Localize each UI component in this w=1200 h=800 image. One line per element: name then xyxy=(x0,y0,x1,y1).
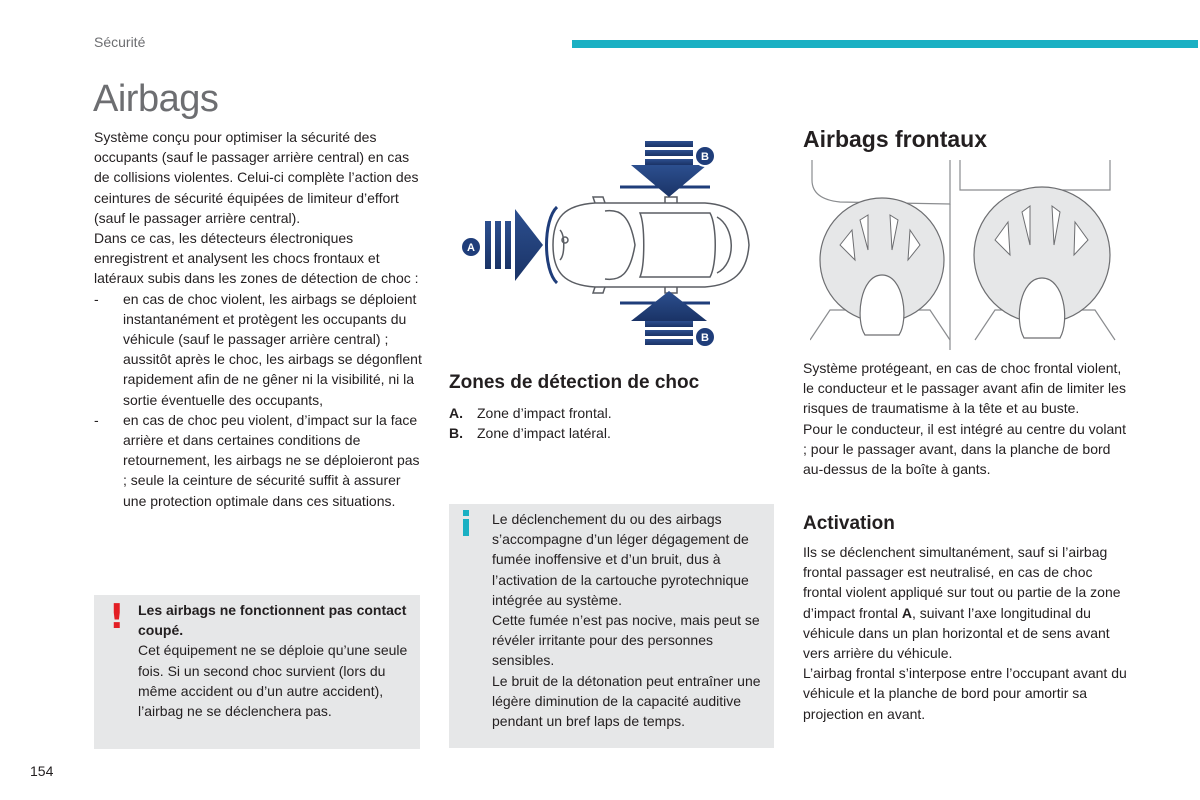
warning-box xyxy=(94,595,420,749)
front-impact-arrow xyxy=(485,209,543,281)
activation-paragraph-2: L’airbag frontal s’interpose entre l’occupant avant du véhicule et la planche de bord pour amortir sa projection en avant. xyxy=(803,665,1127,722)
driver-airbag-icon xyxy=(820,198,944,335)
info-paragraph-2: Cette fumée n’est pas nocive, mais peut se révéler irritante pour des personnes sensibles. xyxy=(492,612,760,669)
label-b-bottom-badge xyxy=(695,327,715,347)
list-item xyxy=(94,289,422,410)
zone-text: Zone d’impact frontal. xyxy=(477,405,612,421)
frontal-paragraph-2: Pour le conducteur, il est intégré au centre du volant ; pour le passager avant, dans la planche de bord au-dessus de la boîte à gants. xyxy=(803,420,1126,478)
list-item xyxy=(449,403,612,423)
exclamation-icon: ! xyxy=(109,597,125,637)
car-top-view-icon xyxy=(553,197,749,293)
side-impact-arrow-top xyxy=(631,141,707,197)
activation-text-part: Ils se déclenchent simultanément, sauf si l’airbag frontal passager est neutralisé, en cas de choc frontal violent appliqué sur tout ou partie de la zone d’impact frontal xyxy=(803,544,1121,621)
label-a-badge xyxy=(461,237,481,257)
page-number: 154 xyxy=(30,763,54,779)
label-b-top: B xyxy=(701,151,709,163)
info-icon xyxy=(463,510,469,536)
activation-zone-ref: A xyxy=(901,604,912,621)
intro-text xyxy=(94,127,422,511)
warning-text xyxy=(138,600,412,721)
list-item xyxy=(94,410,422,511)
zone-key: B. xyxy=(449,425,463,442)
info-text xyxy=(492,509,774,731)
frontal-text xyxy=(803,358,1133,479)
intro-paragraph-2: Dans ce cas, les détecteurs électroniques enregistrent et analysent les chocs frontaux et latéraux subis dans les zones de détection de choc : xyxy=(94,230,419,287)
activation-text xyxy=(803,542,1133,724)
info-box xyxy=(449,504,774,748)
frontal-paragraph-1: Système protégeant, en cas de choc frontal violent, le conducteur et le passager avant afin de limiter les risques de traumatisme à la tête et au buste. xyxy=(803,360,1126,417)
frontal-title: Airbags frontaux xyxy=(803,126,988,152)
section-label: Sécurité xyxy=(94,34,146,50)
passenger-airbag-icon xyxy=(974,187,1110,338)
activation-text-part: , suivant l’axe longitudinal du véhicule dans un plan horizontal et de sens avant vers arrière du véhicule. xyxy=(803,604,1110,662)
label-b-top-badge xyxy=(695,146,715,166)
bullet-text: en cas de choc violent, les airbags se déploient instantanément et protègent les occupants du véhicule (sauf le passager arrière central) ; aussitôt après le choc, les airbags se dégonflent rapidement afin de ne gêner ni la visibilité, ni la sortie éventuelle des occupants, xyxy=(123,290,422,408)
impact-zones-diagram xyxy=(455,135,775,355)
frontal-airbags-illustration xyxy=(810,160,1130,350)
label-a: A xyxy=(467,242,475,254)
label-b-bottom: B xyxy=(701,332,709,344)
activation-title: Activation xyxy=(803,513,895,534)
info-paragraph-1: Le déclenchement du ou des airbags s’accompagne d’un léger dégagement de fumée inoffensive et d’un bruit, dus à l’activation de la cartouche pyrotechnique intégrée au système. xyxy=(492,511,749,608)
page-title: Airbags xyxy=(93,78,219,120)
bullet-dash: - xyxy=(94,411,99,428)
zone-key: A. xyxy=(449,405,463,421)
header-accent-bar xyxy=(572,40,1198,48)
zone-text: Zone d’impact latéral. xyxy=(477,425,611,442)
zones-list xyxy=(449,403,612,443)
zones-title: Zones de détection de choc xyxy=(449,372,700,393)
bullet-text: en cas de choc peu violent, d’impact sur la face arrière et dans certaines conditions de retournement, les airbags ne se déploieront pas ; seule la ceinture de sécurité suffit à assurer une protection optimale dans ces situations. xyxy=(123,411,420,509)
bullet-dash: - xyxy=(94,290,99,307)
list-item xyxy=(449,423,612,443)
activation-paragraph-1 xyxy=(803,542,1133,663)
info-paragraph-3: Le bruit de la détonation peut entraîner une légère diminution de la capacité auditive pendant un bref laps de temps. xyxy=(492,672,761,730)
intro-paragraph-1: Système conçu pour optimiser la sécurité des occupants (sauf le passager arrière central) en cas de collisions violentes. Celui-ci complète l’action des ceintures de sécurité équipées de limiteur d’effort (sauf le passager arrière central). xyxy=(94,129,419,226)
warning-body: Cet équipement ne se déploie qu’une seule fois. Si un second choc survient (lors du même accident ou d’un autre accident), l’airbag ne se déclenchera pas. xyxy=(138,642,408,720)
warning-title: Les airbags ne fonctionnent pas contact coupé. xyxy=(138,602,407,639)
